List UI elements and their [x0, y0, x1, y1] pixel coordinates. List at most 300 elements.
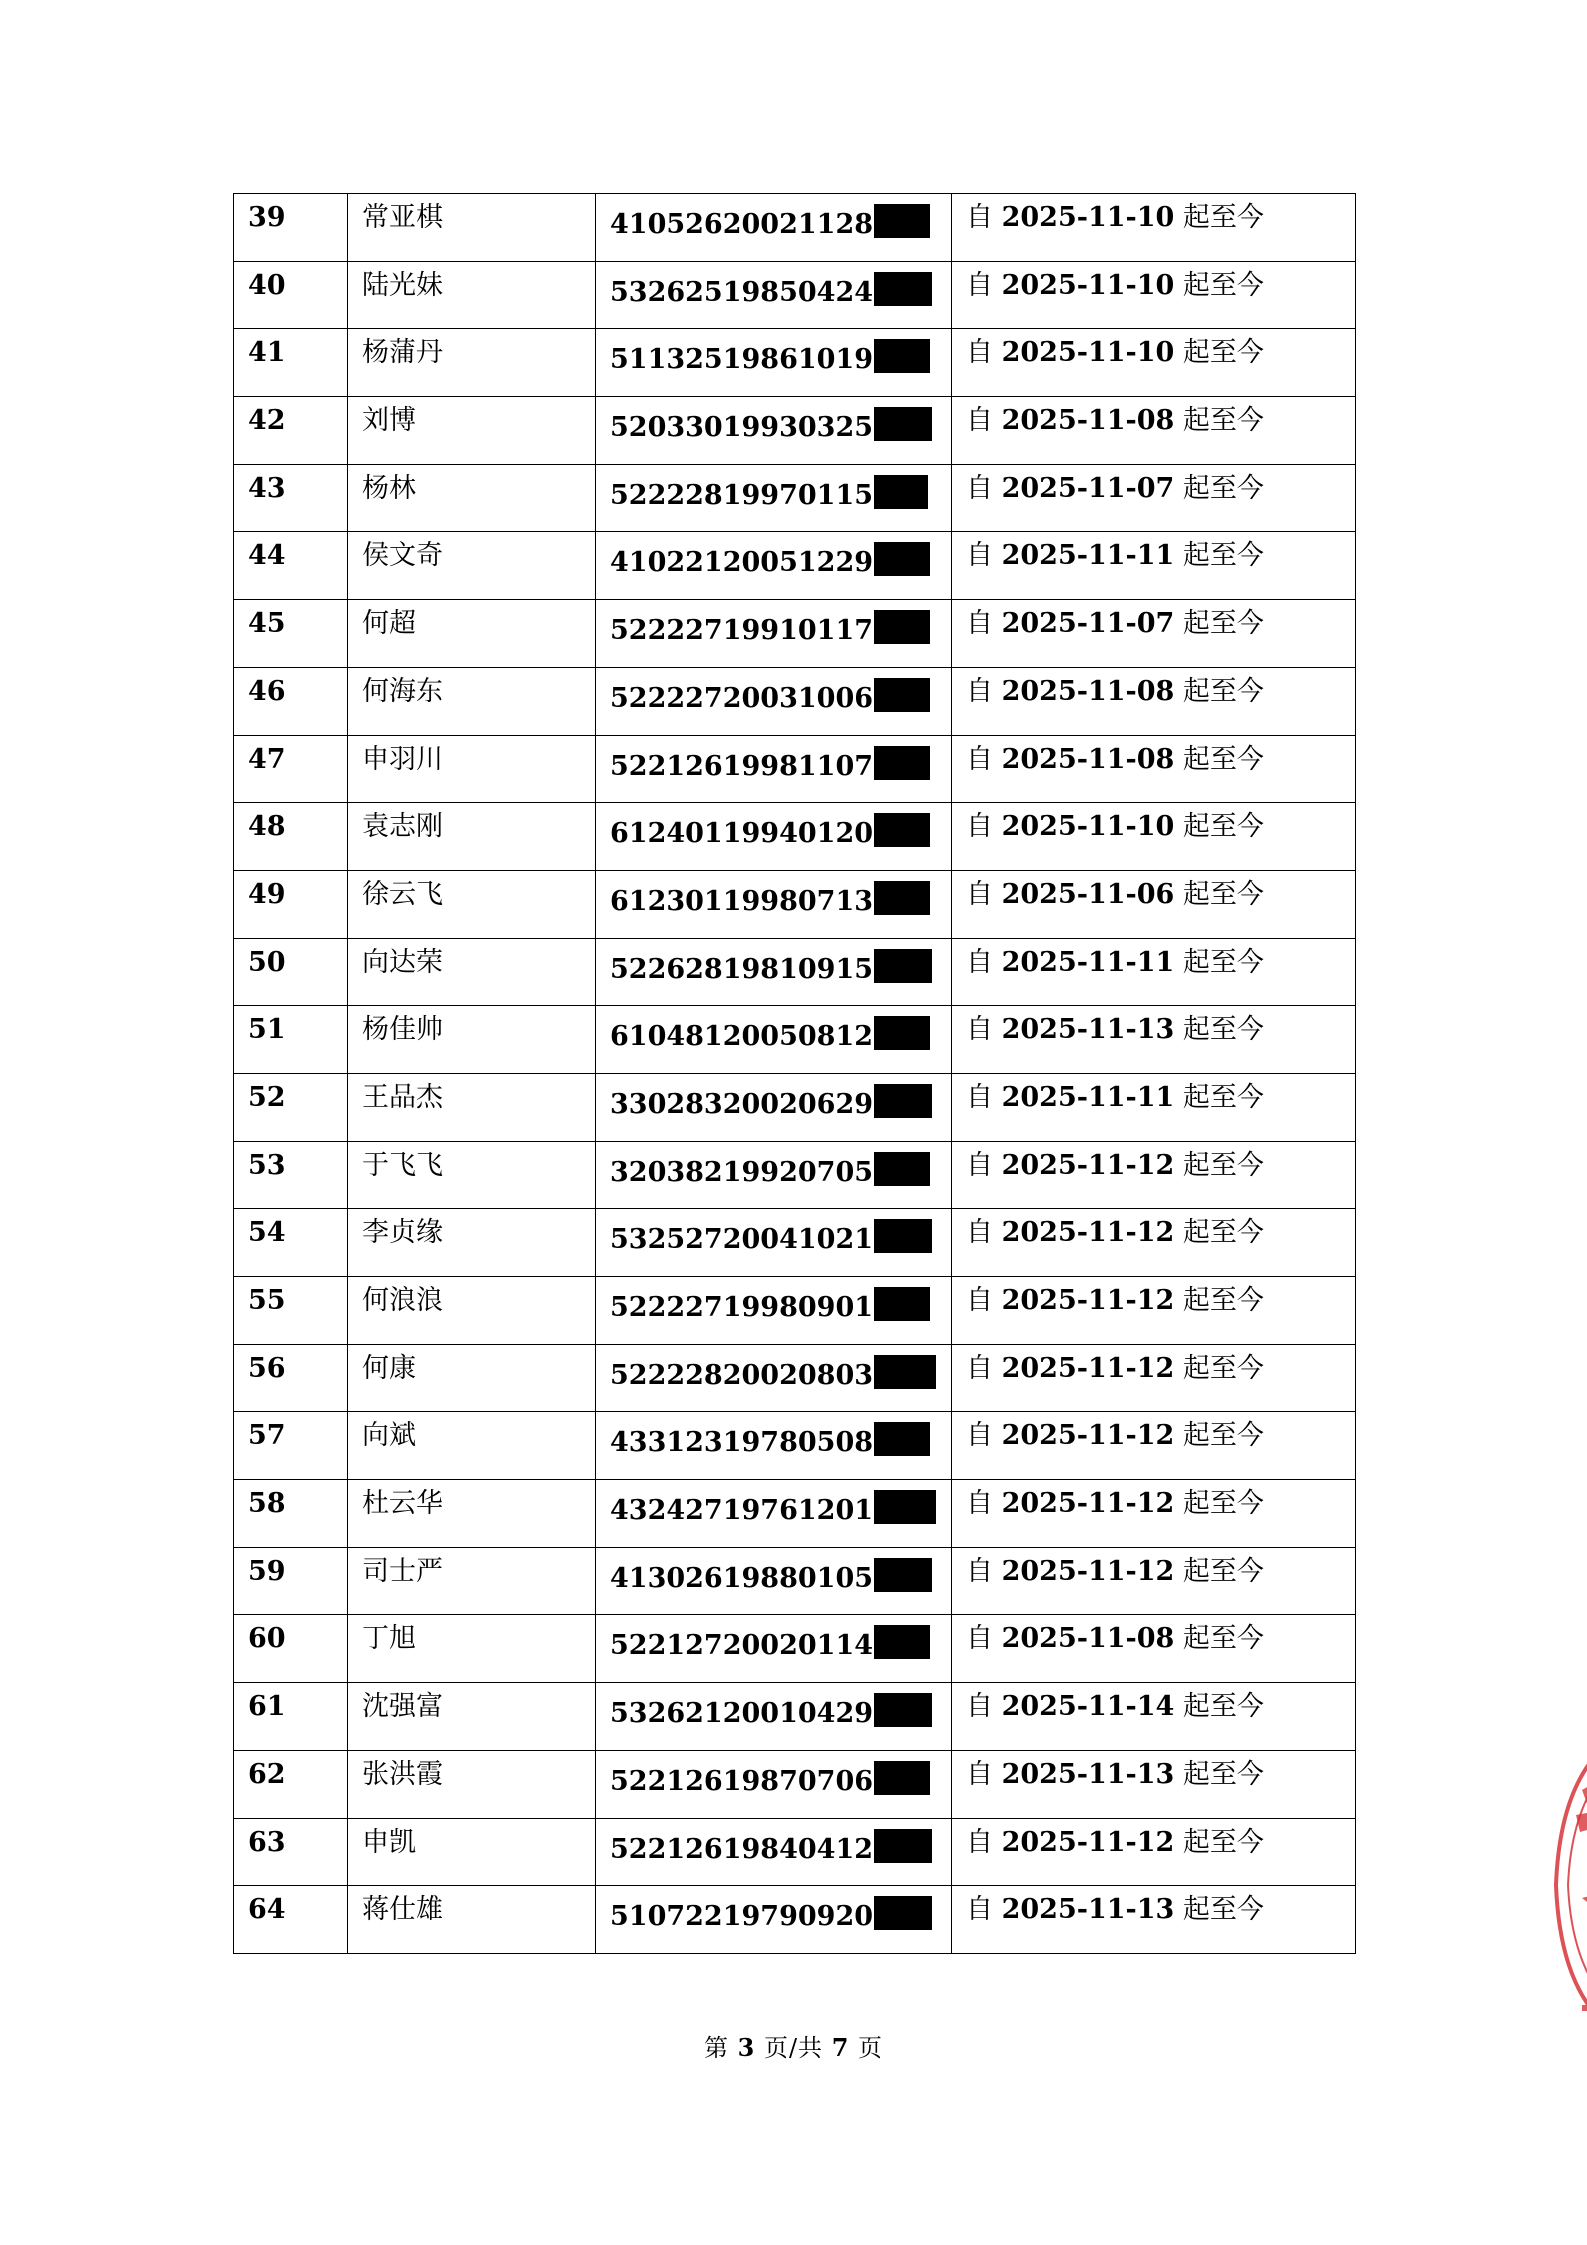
- since-date-cell: [952, 667, 1356, 735]
- since-prefix: 自: [966, 1623, 993, 1655]
- since-prefix: 自: [966, 1285, 993, 1316]
- since-prefix: 自: [966, 946, 993, 978]
- since-date-cell: [952, 1818, 1356, 1886]
- since-date-wrapper: [966, 736, 1355, 773]
- since-prefix: 自: [966, 1691, 993, 1723]
- id-number: 52262819810915: [610, 953, 874, 985]
- since-date-wrapper: [966, 532, 1355, 572]
- row-number-cell: [234, 600, 348, 668]
- table-row: [234, 1615, 1356, 1683]
- id-number: 52212619840412: [610, 1833, 874, 1865]
- id-number-cell: [596, 870, 952, 938]
- table-row: [234, 1209, 1356, 1277]
- table-row: [234, 1006, 1356, 1074]
- id-number-wrapper: [610, 465, 951, 509]
- person-name: 杜云华: [362, 1488, 443, 1520]
- table-row: [234, 870, 1356, 938]
- footer-current-page: 3: [737, 2033, 756, 2062]
- id-number-cell: [596, 1750, 952, 1818]
- id-number-cell: [596, 600, 952, 668]
- since-suffix: 起至今: [1182, 1894, 1264, 1926]
- person-name-cell: [348, 1006, 596, 1074]
- id-number-wrapper: [610, 1615, 951, 1662]
- row-number: 58: [248, 1488, 286, 1520]
- since-suffix: 起至今: [1182, 1217, 1264, 1249]
- person-name: 袁志刚: [362, 811, 443, 843]
- id-number-wrapper: [610, 194, 951, 238]
- since-date-wrapper: [966, 1819, 1355, 1856]
- since-prefix: 自: [966, 1894, 993, 1926]
- row-number-cell: [234, 329, 348, 397]
- id-number-cell: [596, 1073, 952, 1141]
- row-number: 49: [248, 878, 286, 910]
- redaction-block: [874, 881, 930, 915]
- person-name: 何浪浪: [362, 1285, 443, 1316]
- id-number: 41022120051229: [610, 547, 874, 579]
- id-number: 61240119940120: [610, 818, 874, 850]
- since-date-wrapper: [966, 1683, 1355, 1723]
- person-name: 沈强富: [362, 1691, 443, 1723]
- table-row: [234, 397, 1356, 465]
- table-row: [234, 1141, 1356, 1209]
- id-number: 32038219920705: [610, 1156, 874, 1188]
- since-suffix: 起至今: [1182, 1758, 1264, 1790]
- since-date: 2025-11-07: [1001, 608, 1175, 640]
- since-suffix: 起至今: [1182, 1555, 1264, 1587]
- id-number: 41052620021128: [610, 209, 874, 240]
- id-number-wrapper: [610, 600, 951, 647]
- person-name-cell: [348, 667, 596, 735]
- since-date: 2025-11-10: [1001, 811, 1175, 843]
- row-number: 57: [248, 1420, 286, 1452]
- id-number: 52222720031006: [610, 682, 874, 714]
- id-number-cell: [596, 735, 952, 803]
- id-number: 51072219790920: [610, 1901, 874, 1933]
- id-number-wrapper: [610, 871, 951, 915]
- row-number-cell: [234, 1683, 348, 1751]
- person-name: 何康: [362, 1352, 416, 1384]
- row-number: 44: [248, 540, 286, 572]
- person-name: 常亚棋: [362, 202, 443, 233]
- table-row: [234, 1277, 1356, 1345]
- id-number: 53262519850424: [610, 276, 874, 308]
- since-prefix: 自: [966, 1149, 993, 1181]
- since-prefix: 自: [966, 1217, 993, 1249]
- redaction-block: [874, 746, 930, 780]
- since-suffix: 起至今: [1182, 1149, 1264, 1181]
- id-number-cell: [596, 397, 952, 465]
- redaction-block: [874, 813, 930, 847]
- person-name-cell: [348, 329, 596, 397]
- since-date: 2025-11-12: [1001, 1420, 1175, 1452]
- id-number: 52033019930325: [610, 412, 874, 444]
- person-name-cell: [348, 1547, 596, 1615]
- id-number: 61048120050812: [610, 1021, 874, 1053]
- row-number-cell: [234, 1412, 348, 1480]
- since-suffix: 起至今: [1182, 202, 1264, 233]
- person-name: 陆光妹: [362, 269, 443, 301]
- since-date-wrapper: [966, 1886, 1355, 1926]
- person-name: 张洪霞: [362, 1758, 443, 1790]
- row-number-cell: [234, 1344, 348, 1412]
- table-row: [234, 194, 1356, 262]
- table-row: [234, 1886, 1356, 1954]
- since-date-wrapper: [966, 1006, 1355, 1046]
- since-date: 2025-11-12: [1001, 1555, 1175, 1587]
- person-name: 向斌: [362, 1420, 416, 1452]
- row-number: 56: [248, 1352, 286, 1384]
- footer-middle: 页/共: [763, 2034, 824, 2062]
- redaction-block: [874, 1355, 936, 1389]
- row-number-cell: [234, 803, 348, 871]
- since-prefix: 自: [966, 1014, 993, 1046]
- since-prefix: 自: [966, 337, 993, 369]
- person-name-cell: [348, 1073, 596, 1141]
- redaction-block: [874, 1084, 932, 1118]
- since-date-cell: [952, 464, 1356, 532]
- person-name: 徐云飞: [362, 878, 443, 910]
- redaction-block: [874, 542, 930, 576]
- row-number-cell: [234, 397, 348, 465]
- row-number: 54: [248, 1217, 286, 1249]
- since-prefix: 自: [966, 269, 993, 301]
- id-number-wrapper: [610, 532, 951, 579]
- table-row: [234, 329, 1356, 397]
- redaction-block: [874, 1896, 932, 1930]
- since-date-cell: [952, 532, 1356, 600]
- since-suffix: 起至今: [1182, 1488, 1264, 1520]
- row-number-cell: [234, 532, 348, 600]
- row-number-cell: [234, 1277, 348, 1345]
- row-number: 60: [248, 1623, 286, 1655]
- row-number: 50: [248, 946, 286, 978]
- id-number-cell: [596, 1209, 952, 1277]
- since-date-wrapper: [966, 939, 1355, 976]
- table-row: [234, 667, 1356, 735]
- id-number-wrapper: [610, 1345, 951, 1389]
- person-name: 丁旭: [362, 1623, 416, 1655]
- row-number-cell: [234, 735, 348, 803]
- person-name-cell: [348, 1277, 596, 1345]
- person-name-cell: [348, 870, 596, 938]
- table-row: [234, 600, 1356, 668]
- row-number-cell: [234, 464, 348, 532]
- since-date: 2025-11-14: [1001, 1691, 1175, 1723]
- table-row: [234, 803, 1356, 871]
- person-name: 蒋仕雄: [362, 1894, 443, 1926]
- since-date-cell: [952, 938, 1356, 1006]
- id-number-cell: [596, 803, 952, 871]
- person-name: 杨佳帅: [362, 1014, 443, 1046]
- since-date: 2025-11-13: [1001, 1894, 1175, 1926]
- since-date-cell: [952, 870, 1356, 938]
- since-date: 2025-11-11: [1001, 946, 1175, 978]
- id-number-cell: [596, 1412, 952, 1480]
- id-number: 52222719980901: [610, 1292, 874, 1323]
- roster-table: [233, 193, 1356, 1954]
- row-number: 64: [248, 1894, 286, 1926]
- person-name: 杨蒲丹: [362, 337, 443, 369]
- redaction-block: [874, 1152, 930, 1186]
- since-suffix: 起至今: [1182, 1826, 1264, 1858]
- row-number: 47: [248, 743, 286, 775]
- id-number-cell: [596, 1615, 952, 1683]
- person-name-cell: [348, 1886, 596, 1954]
- person-name: 李贞缘: [362, 1217, 443, 1249]
- since-date: 2025-11-11: [1001, 540, 1175, 572]
- redaction-block: [874, 1829, 932, 1863]
- id-number-wrapper: [610, 1480, 951, 1527]
- person-name-cell: [348, 194, 596, 262]
- person-name-cell: [348, 1818, 596, 1886]
- since-date: 2025-11-10: [1001, 202, 1175, 233]
- table-row: [234, 1547, 1356, 1615]
- since-date-wrapper: [966, 329, 1355, 369]
- since-suffix: 起至今: [1182, 811, 1264, 843]
- since-suffix: 起至今: [1182, 946, 1264, 978]
- id-number-cell: [596, 938, 952, 1006]
- row-number: 61: [248, 1691, 286, 1723]
- row-number-cell: [234, 938, 348, 1006]
- footer-total-pages: 7: [831, 2033, 850, 2062]
- person-name: 申凯: [362, 1826, 416, 1858]
- since-suffix: 起至今: [1182, 269, 1264, 301]
- id-number-wrapper: [610, 1886, 951, 1933]
- since-prefix: 自: [966, 405, 993, 437]
- since-suffix: 起至今: [1182, 472, 1264, 504]
- id-number-cell: [596, 667, 952, 735]
- since-date: 2025-11-13: [1001, 1758, 1175, 1790]
- id-number: 53262120010429: [610, 1698, 874, 1730]
- row-number-cell: [234, 1480, 348, 1548]
- redaction-block: [874, 678, 930, 712]
- since-prefix: 自: [966, 1420, 993, 1452]
- row-number-cell: [234, 870, 348, 938]
- since-suffix: 起至今: [1182, 1014, 1264, 1046]
- id-number: 52222820020803: [610, 1359, 874, 1391]
- id-number-wrapper: [610, 329, 951, 376]
- table-row: [234, 1750, 1356, 1818]
- id-number-wrapper: [610, 668, 951, 712]
- since-date: 2025-11-08: [1001, 743, 1175, 775]
- redaction-block: [874, 339, 930, 373]
- since-date: 2025-11-12: [1001, 1488, 1175, 1520]
- redaction-block: [874, 1219, 932, 1253]
- id-number: 52212619870706: [610, 1765, 874, 1797]
- person-name-cell: [348, 1750, 596, 1818]
- id-number-wrapper: [610, 1142, 951, 1186]
- row-number: 39: [248, 202, 286, 233]
- person-name: 向达荣: [362, 946, 443, 978]
- since-prefix: 自: [966, 202, 993, 233]
- since-date-cell: [952, 1886, 1356, 1954]
- id-number-cell: [596, 1344, 952, 1412]
- id-number: 52212619981107: [610, 750, 874, 782]
- since-suffix: 起至今: [1182, 1420, 1264, 1452]
- id-number: 41302619880105: [610, 1562, 874, 1594]
- since-date-wrapper: [966, 1412, 1355, 1452]
- since-date-cell: [952, 261, 1356, 329]
- person-name-cell: [348, 1141, 596, 1209]
- id-number-cell: [596, 1480, 952, 1548]
- row-number: 46: [248, 675, 286, 707]
- person-name: 王品杰: [362, 1081, 443, 1113]
- id-number-wrapper: [610, 1548, 951, 1592]
- since-date-cell: [952, 1141, 1356, 1209]
- id-number-wrapper: [610, 1412, 951, 1459]
- since-date-cell: [952, 1412, 1356, 1480]
- since-prefix: 自: [966, 743, 993, 775]
- since-date: 2025-11-08: [1001, 405, 1175, 437]
- row-number-cell: [234, 667, 348, 735]
- row-number: 55: [248, 1285, 286, 1316]
- since-date-cell: [952, 735, 1356, 803]
- id-number-cell: [596, 261, 952, 329]
- id-number: 52212720020114: [610, 1630, 874, 1662]
- row-number: 40: [248, 269, 286, 301]
- since-date-wrapper: [966, 1277, 1355, 1314]
- since-date-wrapper: [966, 600, 1355, 640]
- id-number-wrapper: [610, 1006, 951, 1053]
- person-name: 何海东: [362, 675, 443, 707]
- id-number-cell: [596, 1818, 952, 1886]
- since-date-wrapper: [966, 1345, 1355, 1382]
- since-date-wrapper: [966, 397, 1355, 437]
- id-number-wrapper: [610, 1683, 951, 1730]
- id-number-cell: [596, 194, 952, 262]
- id-number-wrapper: [610, 1277, 951, 1321]
- redaction-block: [874, 1625, 930, 1659]
- official-seal-icon: [1552, 1720, 1587, 2050]
- id-number-cell: [596, 1141, 952, 1209]
- since-prefix: 自: [966, 675, 993, 707]
- table-row: [234, 532, 1356, 600]
- since-date-cell: [952, 329, 1356, 397]
- person-name: 于飞飞: [362, 1149, 443, 1181]
- since-date-cell: [952, 1073, 1356, 1141]
- since-date-cell: [952, 194, 1356, 262]
- since-date-wrapper: [966, 668, 1355, 705]
- id-number-wrapper: [610, 939, 951, 983]
- row-number-cell: [234, 261, 348, 329]
- since-prefix: 自: [966, 1081, 993, 1113]
- since-date-cell: [952, 1750, 1356, 1818]
- since-date-cell: [952, 1209, 1356, 1277]
- since-date-wrapper: [966, 262, 1355, 299]
- since-prefix: 自: [966, 608, 993, 640]
- since-date: 2025-11-12: [1001, 1217, 1175, 1249]
- since-prefix: 自: [966, 878, 993, 910]
- row-number: 48: [248, 811, 286, 843]
- row-number: 59: [248, 1555, 286, 1587]
- table-row: [234, 1412, 1356, 1480]
- person-name-cell: [348, 938, 596, 1006]
- table-row: [234, 1683, 1356, 1751]
- person-name-cell: [348, 1412, 596, 1480]
- redaction-block: [874, 1422, 930, 1456]
- since-date: 2025-11-12: [1001, 1352, 1175, 1384]
- redaction-block: [874, 1016, 930, 1050]
- since-date-wrapper: [966, 1751, 1355, 1788]
- id-number-cell: [596, 464, 952, 532]
- table-row: [234, 735, 1356, 803]
- row-number-cell: [234, 1141, 348, 1209]
- since-date: 2025-11-13: [1001, 1014, 1175, 1046]
- person-name: 杨林: [362, 472, 416, 504]
- id-number: 53252720041021: [610, 1224, 874, 1256]
- roster-table-body: [234, 194, 1356, 1954]
- since-date-cell: [952, 1344, 1356, 1412]
- since-suffix: 起至今: [1182, 405, 1264, 437]
- redaction-block: [874, 1490, 936, 1524]
- since-prefix: 自: [966, 1758, 993, 1790]
- id-number-cell: [596, 1277, 952, 1345]
- since-suffix: 起至今: [1182, 675, 1264, 707]
- id-number-wrapper: [610, 397, 951, 444]
- id-number-cell: [596, 1683, 952, 1751]
- redaction-block: [874, 407, 932, 441]
- id-number-wrapper: [610, 1209, 951, 1256]
- id-number-wrapper: [610, 1074, 951, 1118]
- row-number: 42: [248, 405, 286, 437]
- row-number: 41: [248, 337, 286, 369]
- person-name: 申羽川: [362, 743, 443, 775]
- footer-suffix: 页: [858, 2034, 884, 2062]
- since-date-wrapper: [966, 1074, 1355, 1111]
- since-suffix: 起至今: [1182, 608, 1264, 640]
- since-date-wrapper: [966, 465, 1355, 502]
- since-date-wrapper: [966, 1480, 1355, 1520]
- since-suffix: 起至今: [1182, 1691, 1264, 1723]
- person-name: 何超: [362, 608, 416, 640]
- since-suffix: 起至今: [1182, 878, 1264, 910]
- table-row: [234, 938, 1356, 1006]
- since-date-wrapper: [966, 1209, 1355, 1249]
- person-name-cell: [348, 1209, 596, 1277]
- id-number: 33028320020629: [610, 1088, 874, 1120]
- since-suffix: 起至今: [1182, 540, 1264, 572]
- person-name-cell: [348, 1480, 596, 1548]
- row-number-cell: [234, 1006, 348, 1074]
- since-prefix: 自: [966, 1352, 993, 1384]
- person-name-cell: [348, 600, 596, 668]
- id-number-cell: [596, 329, 952, 397]
- id-number-wrapper: [610, 736, 951, 780]
- since-date-wrapper: [966, 803, 1355, 843]
- person-name-cell: [348, 1615, 596, 1683]
- since-suffix: 起至今: [1182, 1352, 1264, 1384]
- row-number-cell: [234, 1615, 348, 1683]
- person-name-cell: [348, 1683, 596, 1751]
- row-number: 51: [248, 1014, 286, 1046]
- redaction-block: [874, 475, 928, 509]
- since-prefix: 自: [966, 540, 993, 572]
- id-number: 43312319780508: [610, 1427, 874, 1459]
- since-suffix: 起至今: [1182, 1285, 1264, 1316]
- table-row: [234, 1073, 1356, 1141]
- table-row: [234, 261, 1356, 329]
- person-name-cell: [348, 397, 596, 465]
- table-row: [234, 1344, 1356, 1412]
- since-date-cell: [952, 1006, 1356, 1074]
- row-number: 63: [248, 1826, 286, 1858]
- person-name: 刘博: [362, 405, 416, 437]
- person-name-cell: [348, 1344, 596, 1412]
- since-date-cell: [952, 1615, 1356, 1683]
- redaction-block: [874, 1287, 930, 1321]
- since-date-cell: [952, 397, 1356, 465]
- since-prefix: 自: [966, 811, 993, 843]
